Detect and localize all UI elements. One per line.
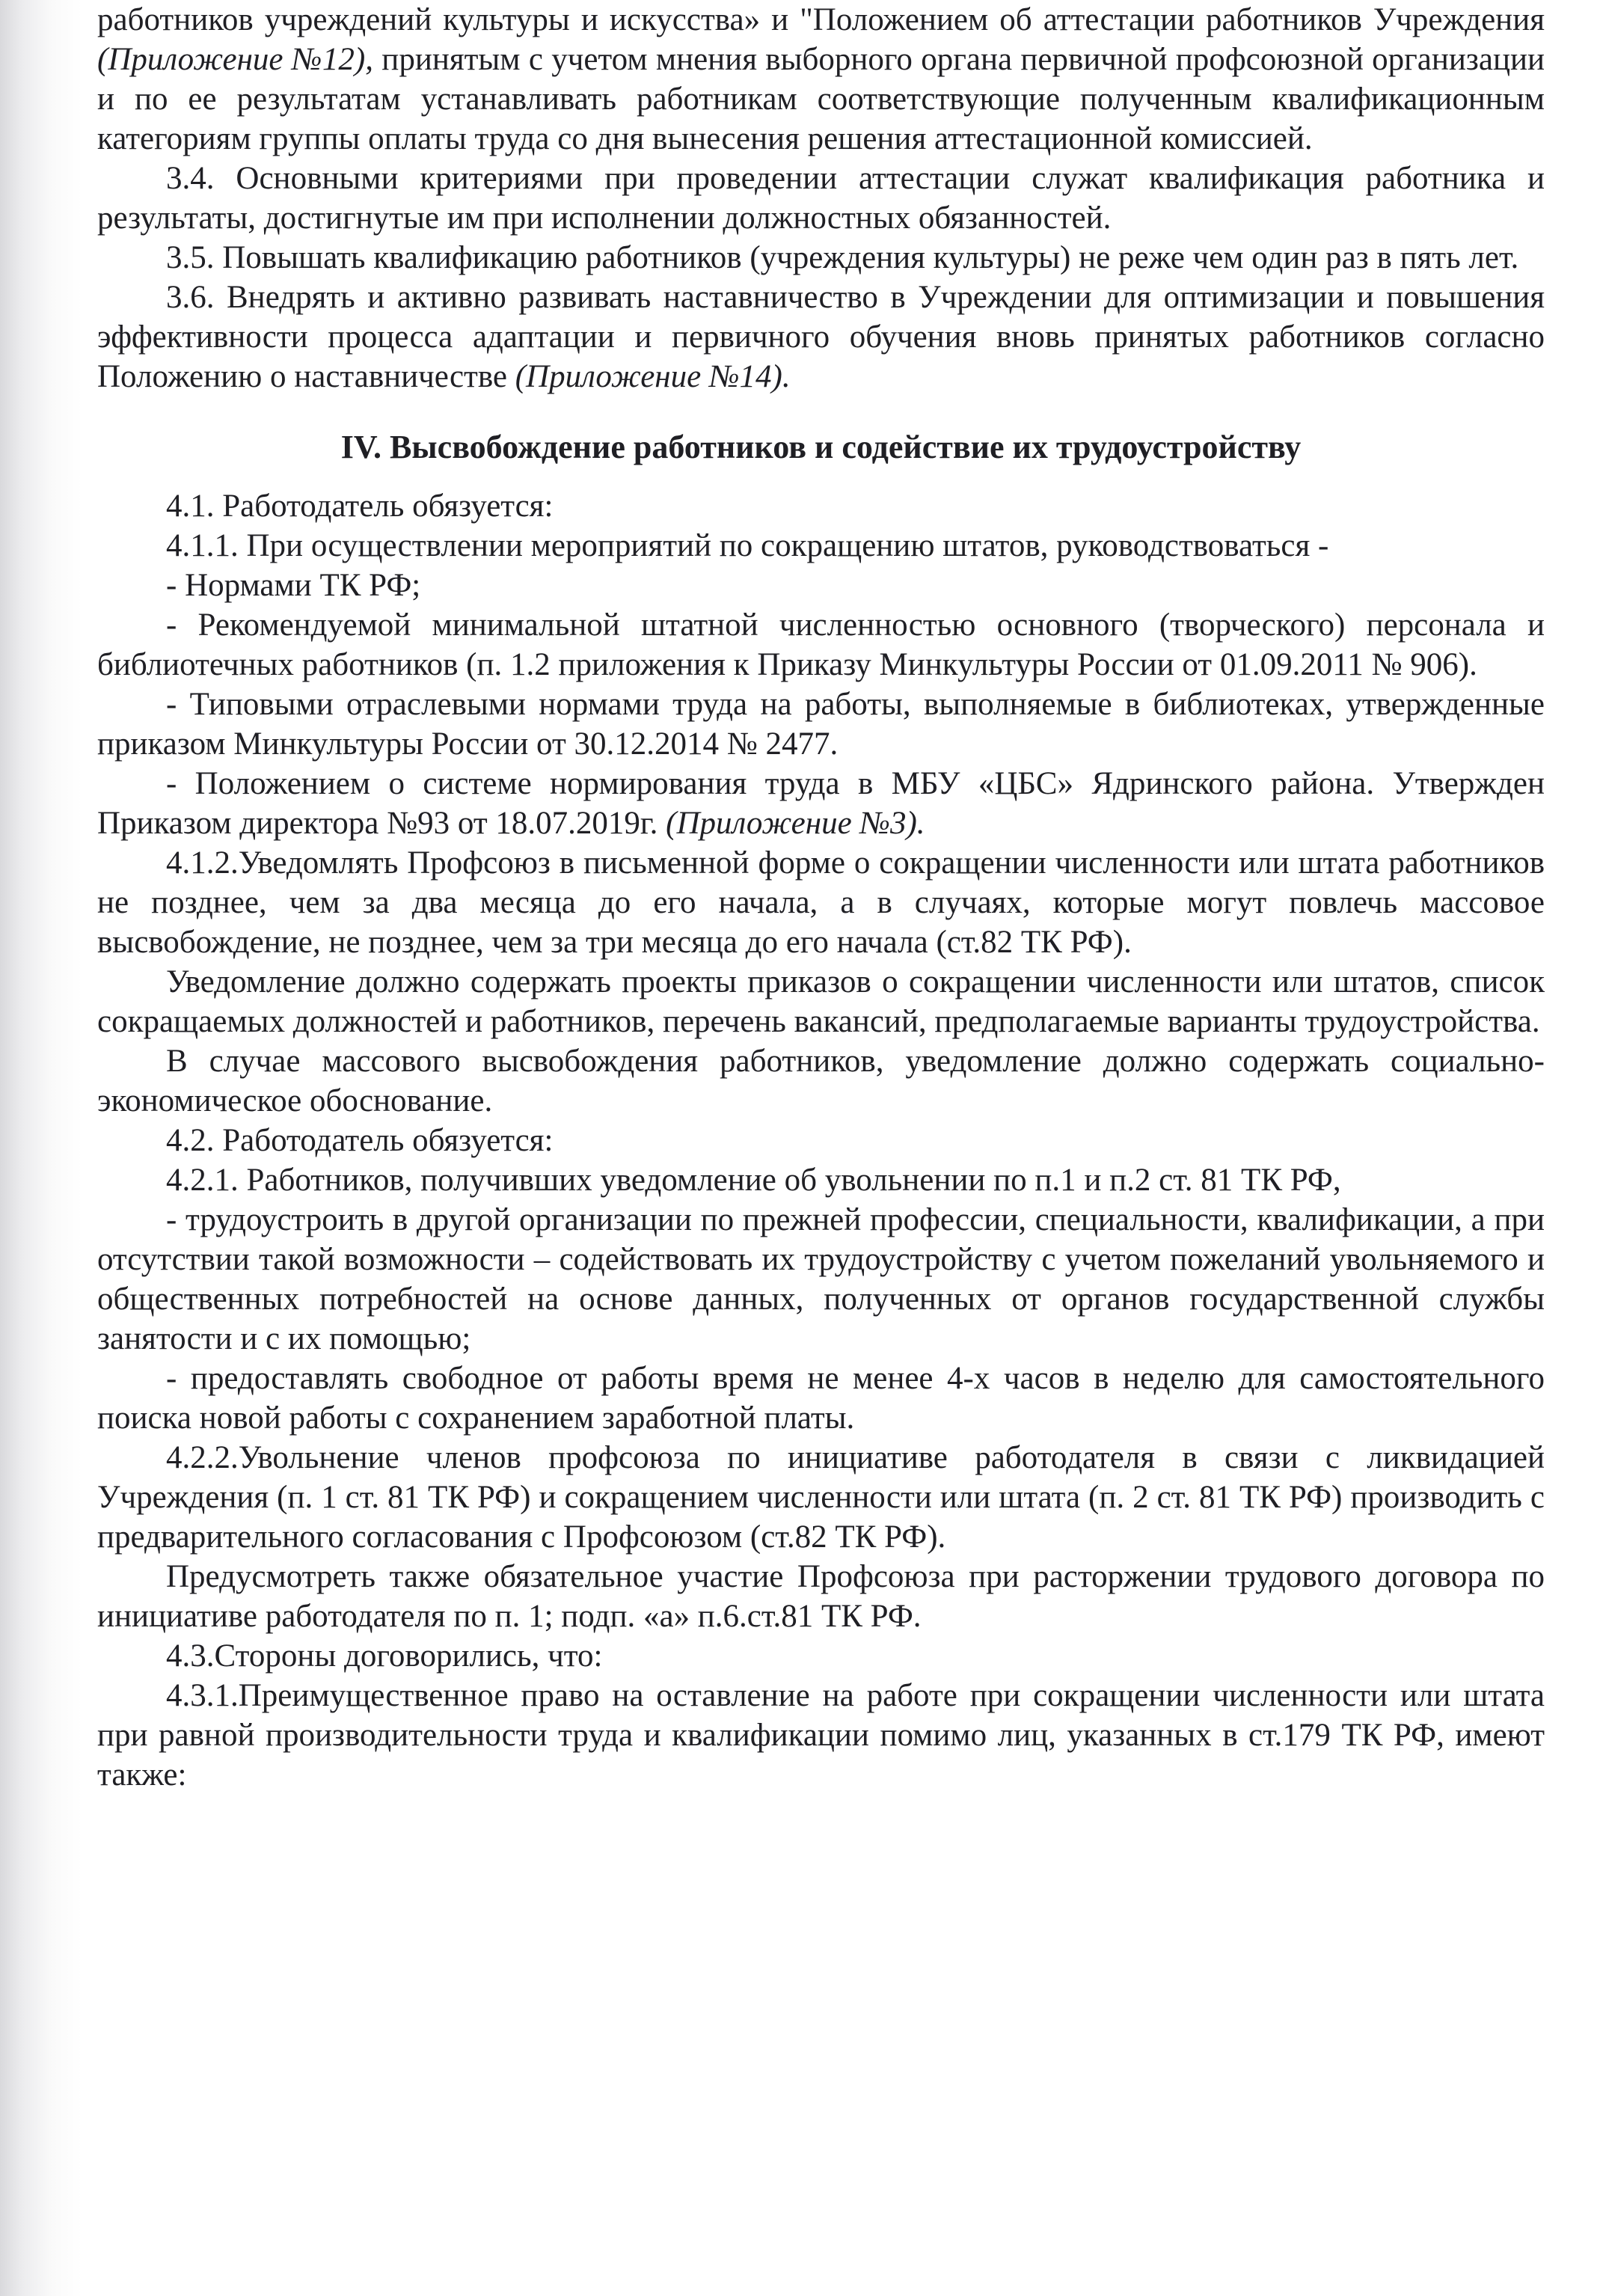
text-run: 4.3.1.Преимущественное право на оставление на работе при сокращении численности или штата при равной производительности труда и квалификации помимо лиц, указанных в ст.179 ТК РФ, имеют также: <box>97 1678 1545 1793</box>
paragraph-3-4 <box>97 159 1545 238</box>
text-run: работников учреждений культуры и искусства» и "Положением об аттестации работников Учреждения <box>97 2 1545 37</box>
italic-reference: (Приложение №14). <box>515 359 791 394</box>
paragraph-4-2 <box>97 1121 1545 1160</box>
paragraph-mass-release <box>97 1041 1545 1121</box>
section-heading: IV. Высвобождение работников и содействие их трудоустройству <box>340 429 1302 465</box>
text-run: 3.5. Повышать квалификацию работников (учреждения культуры) не реже чем один раз в пять лет. <box>166 240 1519 275</box>
text-run: - предоставлять свободное от работы время не менее 4-х часов в неделю для самостоятельного поиска новой работы с сохранением заработной платы. <box>97 1361 1545 1436</box>
paragraph-free-time <box>97 1359 1545 1438</box>
paragraph-continuation <box>97 0 1545 159</box>
paragraph-3-6 <box>97 278 1545 397</box>
spacer <box>97 397 1545 426</box>
text-run: 4.2.2.Увольнение членов профсоюза по инициативе работодателя в связи с ликвидацией Учреждения (п. 1 ст. 81 ТК РФ) и сокращением численности или штата (п. 2 ст. 81 ТК РФ) производить с предварительного согласования с Профсоюзом (ст.82 ТК РФ). <box>97 1440 1545 1555</box>
text-run: 4.3.Стороны договорились, что: <box>166 1638 603 1674</box>
text-run: 4.1.2.Уведомлять Профсоюз в письменной форме о сокращении численности или штата работников не позднее, чем за два месяца до его начала, а в случаях, которые могут повлечь массовое высвобождение, не позднее, чем за три месяца до его начала (ст.82 ТК РФ). <box>97 845 1545 960</box>
paragraph-4-3-1 <box>97 1676 1545 1795</box>
paragraph-notice <box>97 962 1545 1041</box>
spacer <box>97 468 1545 486</box>
text-run: - Положением о системе нормирования труда в МБУ «ЦБС» Ядринского района. Утвержден Приказом директора №93 от 18.07.2019г. <box>97 766 1545 841</box>
italic-reference: (Приложение №12), <box>97 42 373 77</box>
text-run: 4.1. Работодатель обязуется: <box>166 489 554 524</box>
text-run: - Типовыми отраслевыми нормами труда на работы, выполняемые в библиотеках, утвержденные приказом Минкультуры России от 30.12.2014 № 2477. <box>97 687 1545 762</box>
paragraph-4-2-2 <box>97 1438 1545 1557</box>
text-run: 4.1.1. При осуществлении мероприятий по сокращению штатов, руководствоваться - <box>166 528 1329 563</box>
text-run: 3.6. Внедрять и активно развивать наставничество в Учреждении для оптимизации и повышения эффективности процесса адаптации и первичного обучения вновь принятых работников согласно Положению о наставничестве <box>97 280 1545 394</box>
paragraph-regulation <box>97 764 1545 843</box>
text-run: - Нормами ТК РФ; <box>166 568 421 603</box>
text-run: Предусмотреть также обязательное участие Профсоюза при расторжении трудового договора по инициативе работодателя по п. 1; подп. «а» п.6.ст.81 ТК РФ. <box>97 1559 1545 1634</box>
paragraph-union-participation <box>97 1557 1545 1636</box>
text-run: - трудоустроить в другой организации по прежней профессии, специальности, квалификации, а при отсутствии такой возможности – содействовать их трудоустройству с учетом пожеланий увольняемого и общественных потребностей на основе данных, полученных от органов государственной службы занятости и с их помощью; <box>97 1202 1545 1356</box>
paragraph-4-1-1 <box>97 526 1545 566</box>
text-run: В случае массового высвобождения работников, уведомление должно содержать социально-экономическое обоснование. <box>97 1044 1545 1118</box>
paragraph-4-3 <box>97 1636 1545 1676</box>
paragraph-4-1-2 <box>97 843 1545 962</box>
paragraph-3-5 <box>97 238 1545 278</box>
paragraph-employment <box>97 1200 1545 1359</box>
paragraph-typical-norms <box>97 685 1545 764</box>
document-body <box>97 0 1545 1795</box>
paragraph-4-2-1 <box>97 1160 1545 1200</box>
italic-reference: (Приложение №3). <box>666 806 925 841</box>
text-run: принятым с учетом мнения выборного органа первичной профсоюзной организации и по ее результатам устанавливать работникам соответствующие полученным квалификационным категориям группы оплаты труда со дня вынесения решения аттестационной комиссией. <box>97 42 1545 156</box>
paragraph-norms <box>97 566 1545 605</box>
text-run: 3.4. Основными критериями при проведении аттестации служат квалификация работника и результаты, достигнутые им при исполнении должностных обязанностей. <box>97 161 1545 236</box>
paragraph-4-1 <box>97 486 1545 526</box>
paragraph-min-staff <box>97 605 1545 685</box>
text-run: Уведомление должно содержать проекты приказов о сокращении численности или штатов, список сокращаемых должностей и работников, перечень вакансий, предполагаемые варианты трудоустройства. <box>97 964 1545 1039</box>
text-run: - Рекомендуемой минимальной штатной численностью основного (творческого) персонала и библиотечных работников (п. 1.2 приложения к Приказу Минкультуры России от 01.09.2011 № 906). <box>97 607 1545 682</box>
text-run: 4.2. Работодатель обязуется: <box>166 1123 554 1158</box>
text-run: 4.2.1. Работников, получивших уведомление об увольнении по п.1 и п.2 ст. 81 ТК РФ, <box>166 1163 1341 1198</box>
